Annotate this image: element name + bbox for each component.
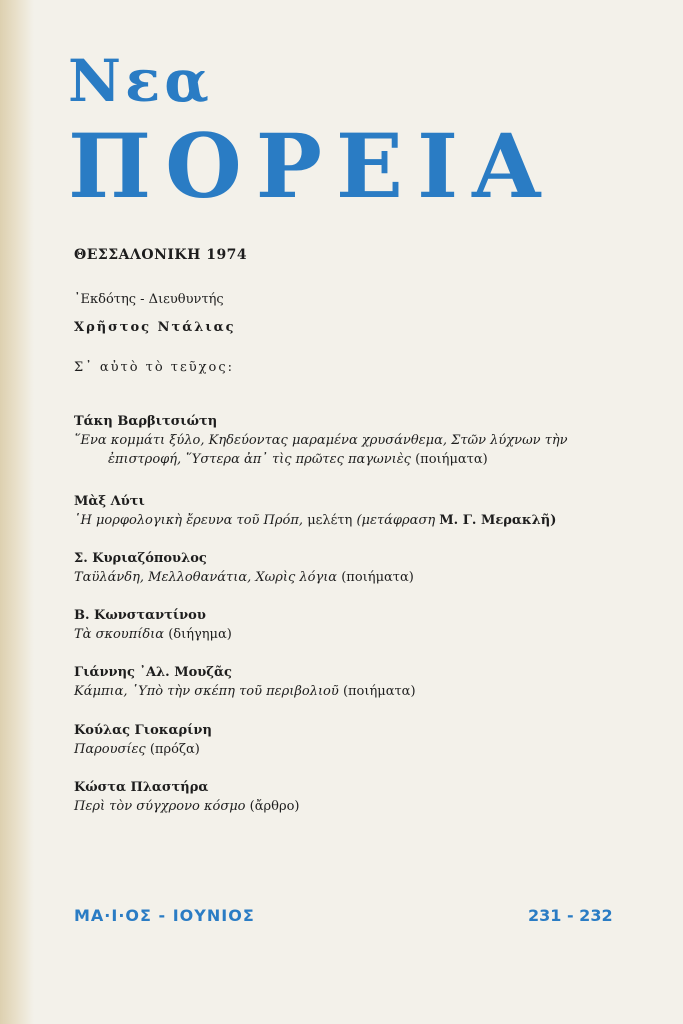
entry-translator: Μ. Γ. Μερακλῆ) [439, 513, 557, 528]
entry-works [74, 511, 614, 530]
publisher-label: ᾿Εκδότης - Διευθυντής [74, 292, 224, 307]
entry-works-line1: ῞Ενα κομμάτι ξύλο, Κηδεύοντας μαραμένα χρυσάνθεμα, Στῶν λύχνων τὴν [74, 433, 568, 448]
entry-works [74, 740, 614, 759]
entry-works [74, 682, 614, 701]
entry-author: Κώστα Πλαστήρα [74, 780, 209, 795]
masthead-line2: ΠΟΡΕΙΑ [68, 114, 555, 218]
city-year: ΘΕΣΣΑΛΟΝΙΚΗ 1974 [74, 247, 248, 263]
toc-entry [74, 606, 614, 644]
entry-works [74, 797, 614, 816]
entry-genre: (ἄρθρο) [249, 799, 300, 814]
entry-author: Τάκη Βαρβιτσιώτη [74, 414, 218, 429]
issue-months: ΜΑ·Ι·ΟΣ - ΙΟΥΝΙΟΣ [74, 906, 255, 925]
entry-works-title: Ταϋλάνδη, Μελλοθανάτια, Χωρὶς λόγια [74, 570, 338, 585]
entry-genre: (διήγημα) [168, 627, 232, 642]
entry-works [74, 431, 614, 469]
toc-entry [74, 492, 614, 530]
entry-author: Κούλας Γιοκαρίνη [74, 723, 212, 738]
toc-entry [74, 663, 614, 701]
toc-entry [74, 549, 614, 587]
entry-genre: (ποιήματα) [342, 684, 416, 699]
entry-works-title: ῾Η μορφολογικὴ ἔρευνα τοῦ Πρόπ, [74, 513, 304, 528]
entry-genre: μελέτη [307, 513, 353, 528]
contents-heading: Σ᾿ αὐτὸ τὸ τεῦχος: [74, 360, 235, 375]
toc-entry [74, 412, 614, 469]
entry-translation-label: (μετάφραση [356, 513, 436, 528]
entry-works [74, 625, 614, 644]
publisher-name: Χρῆστος Ντάλιας [74, 320, 236, 335]
entry-works-line2-wrap [74, 450, 614, 469]
entry-works-title: Περὶ τὸν σύγχρονο κόσμο [74, 799, 246, 814]
entry-works-line2: ἐπιστροφή, ῞Υστερα ἀπ᾿ τὶς πρῶτες παγωνιὲς [108, 452, 411, 467]
entry-genre: (πρόζα) [149, 742, 200, 757]
entry-author: Γιάννης ᾿Αλ. Μουζᾶς [74, 665, 232, 680]
entry-genre: (ποιήματα) [415, 452, 488, 467]
entry-author: Σ. Κυριαζόπουλος [74, 551, 207, 566]
issue-numbers: 231 - 232 [528, 906, 613, 925]
entry-author: Μὰξ Λύτι [74, 494, 145, 509]
entry-works-title: Τὰ σκουπίδια [74, 627, 165, 642]
masthead-line1: Νεα [68, 47, 213, 115]
entry-works-title: Παρουσίες [74, 742, 146, 757]
entry-works [74, 568, 614, 587]
toc-entry [74, 721, 614, 759]
paper-spine-edge [0, 0, 34, 1024]
toc-entry [74, 778, 614, 816]
entry-works-title: Κάμπια, ῾Υπὸ τὴν σκέπη τοῦ περιβολιοῦ [74, 684, 339, 699]
entry-genre: (ποιήματα) [341, 570, 414, 585]
entry-author: Β. Κωνσταντίνου [74, 608, 206, 623]
